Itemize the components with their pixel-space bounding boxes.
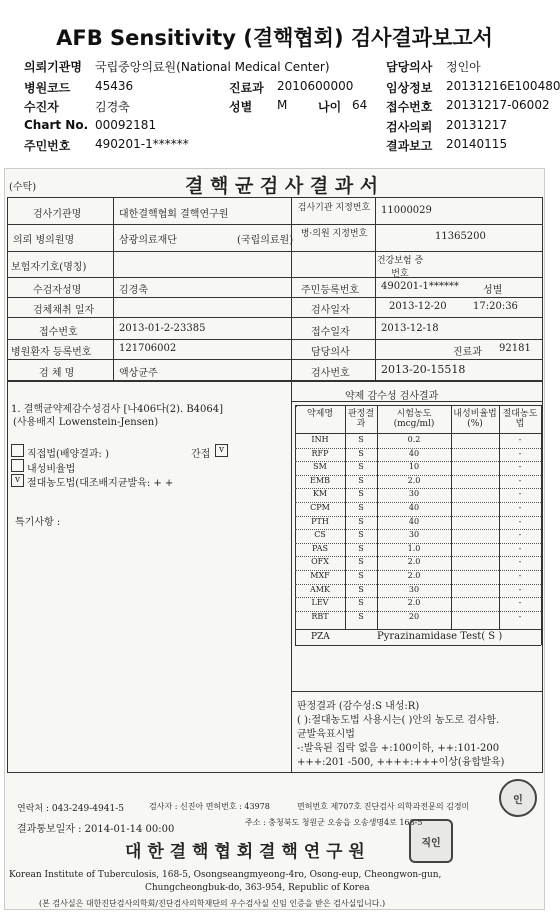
ast-cell-r: S	[358, 584, 364, 594]
ast-cell-c: 2.0	[407, 557, 421, 567]
ast-cell-a: -	[518, 611, 522, 621]
ast-cell-a: -	[518, 435, 522, 444]
note-line3: 균발육표시법	[297, 729, 355, 740]
checkbox-direct	[11, 444, 24, 457]
field-testno-value: 2013-20-15518	[381, 363, 466, 376]
ast-cell-n: CPM	[310, 503, 330, 512]
opt-indirect-label: 간접	[191, 449, 211, 460]
ast-cell-r: S	[358, 489, 364, 499]
ast-cell-n: SM	[313, 462, 327, 472]
value-request-date: 20131217	[446, 118, 508, 132]
ast-cell-a: -	[518, 462, 522, 472]
ast-cell-r: S	[358, 598, 364, 608]
ast-cell-r: S	[358, 557, 364, 567]
value-age: 64	[352, 98, 368, 112]
field-name-value: 김경축	[119, 285, 148, 296]
org-name: 대 한 결 핵 협 회 결 핵 연 구 원	[125, 842, 365, 862]
field-spec-value: 액상균주	[119, 368, 158, 379]
ast-cell-r: S	[358, 475, 364, 485]
ast-cell-a: -	[518, 448, 522, 458]
label-chart-no: Chart No.	[24, 118, 89, 132]
value-patient: 김경축	[95, 100, 130, 114]
field-ins-label: 건강보험 증 번호	[376, 256, 424, 279]
contact-phone: 연락처 : 043-249-4941-5	[17, 804, 124, 814]
label-doctor: 담당의사	[386, 60, 433, 74]
field-reqno-label: 병·의원 지정번호	[300, 229, 368, 239]
ast-cell-n: EMB	[310, 475, 330, 485]
opt-direct-label: 직접법(배양결과: )	[27, 449, 109, 460]
field-inst-label: 검사기관명	[33, 209, 82, 220]
ast-cell-c: 0.2	[407, 435, 421, 444]
checkbox-resist	[11, 459, 24, 472]
field-dept-label: 진료과	[453, 347, 482, 358]
checkbox-absolute: v	[11, 474, 24, 487]
field-guard-label: 보험자기호(명칭)	[11, 262, 87, 273]
checkbox-indirect: v	[215, 444, 228, 457]
label-hospital-code: 병원코드	[24, 81, 71, 95]
value-department: 2010600000	[277, 79, 354, 93]
ast-cell-a: -	[518, 557, 522, 567]
field-rrn-label: 주민등록번호	[301, 285, 359, 296]
field-dept-value: 92181	[499, 343, 531, 354]
field-tdate-label: 검사일자	[311, 305, 350, 316]
field-inst-value: 대한결핵협회 결핵연구원	[119, 209, 229, 220]
label-receipt-no: 접수번호	[386, 100, 433, 114]
note-line4: -:발육된 집락 없음 +:100이하, ++:101-200	[297, 743, 500, 754]
ast-cell-n: KM	[312, 489, 328, 499]
ast-cell-n: CS	[314, 530, 326, 540]
ast-cell-n: MXF	[310, 571, 330, 580]
value-institution: 국립중앙의료원(National Medical Center)	[95, 60, 330, 74]
ast-cell-c: 2.0	[407, 571, 421, 580]
field-spec-label: 검 체 명	[39, 368, 75, 379]
report-title: AFB Sensitivity (결핵협회) 검사결과보고서	[56, 26, 493, 50]
method-line2: (사용배지 Lowenstein-Jensen)	[13, 417, 159, 428]
ast-cell-a: -	[518, 584, 522, 594]
label-request-date: 검사의뢰	[386, 120, 433, 134]
org-seal-icon: 직인	[409, 819, 453, 863]
opt-absolute-label: 절대농도법(대조배지균발육: + +	[27, 478, 174, 489]
special-notes-label: 특기사항 :	[15, 517, 61, 528]
field-req-value2: (국립의료원)	[237, 235, 294, 246]
field-reqno-value: 11365200	[435, 231, 486, 242]
label-clinical-info: 임상정보	[386, 81, 433, 95]
field-coll-label: 검체채취 일자	[33, 305, 95, 316]
note-line1: 판정결과 (감수성:S 내성:R)	[297, 701, 420, 712]
field-recv-label: 접수번호	[39, 327, 78, 338]
ast-cell-n: AMK	[310, 584, 330, 594]
ast-cell-n: OFX	[311, 557, 329, 567]
ast-cell-a: -	[518, 530, 522, 540]
pza-label: PZA	[311, 632, 330, 642]
ast-cell-n: LEV	[311, 598, 329, 608]
value-clinical-info: 20131216E100480	[446, 79, 560, 93]
ast-cell-n: PAS	[312, 543, 328, 553]
field-rdate-value: 2013-12-18	[381, 323, 439, 334]
ast-cell-r: S	[358, 571, 364, 580]
field-hosp-label: 병원환자 등록번호	[11, 347, 92, 358]
ast-cell-n: PTH	[311, 516, 329, 526]
field-hosp-value: 121706002	[119, 343, 177, 354]
ast-cell-c: 10	[408, 462, 420, 472]
value-sex: M	[277, 98, 288, 112]
ast-cell-a: -	[518, 503, 522, 512]
ast-cell-n: RBT	[311, 611, 329, 621]
value-doctor: 정인아	[446, 60, 481, 74]
notify-date: 결과통보일자 : 2014-01-14 00:00	[17, 824, 175, 835]
label-department: 진료과	[229, 81, 264, 95]
ast-cell-c: 40	[408, 503, 420, 512]
ast-cell-r: S	[358, 448, 364, 458]
note-line2: ( ):절대농도법 사용시는( )안의 농도로 검사함.	[297, 715, 500, 726]
lab-seal-icon: 인	[499, 779, 537, 817]
ast-cell-c: 30	[408, 584, 420, 594]
field-recv-value: 2013-01-2-23385	[119, 323, 206, 334]
ast-col-header: 판정결과	[347, 409, 375, 429]
consignment-tag: (수탁)	[9, 182, 37, 193]
field-code-label: 검사기관 지정번호	[297, 203, 371, 213]
value-result-date: 20140115	[446, 137, 508, 151]
field-rrn-value: 490201-1******	[381, 281, 459, 292]
ast-cell-a: -	[518, 489, 522, 499]
ast-col-header: 절대농도법	[502, 409, 538, 429]
value-chart-no: 00092181	[95, 118, 157, 132]
tester-info: 검사자 : 신진아 면허번호 : 43978	[149, 802, 270, 811]
ast-cell-r: S	[358, 516, 364, 526]
ast-col-header: 시험농도(mcg/ml)	[393, 409, 435, 429]
field-name-label: 수검자성명	[33, 285, 82, 296]
license-info: 면허번호 제707호 진단검사 의학과전문의 김경미	[297, 802, 470, 811]
ast-cell-a: -	[518, 516, 522, 526]
ast-cell-c: 20	[408, 611, 420, 621]
label-patient: 수진자	[24, 100, 59, 114]
opt-resist-label: 내성비율법	[27, 464, 76, 475]
ast-cell-r: S	[358, 462, 364, 472]
field-code-value: 11000029	[381, 205, 432, 216]
ast-cell-c: 40	[408, 448, 420, 458]
value-resident-no: 490201-1******	[95, 137, 189, 151]
field-testno-label: 검사번호	[311, 368, 350, 379]
ast-cell-c: 30	[408, 489, 420, 499]
pza-value: Pyrazinamidase Test( S )	[377, 631, 503, 642]
label-result-date: 결과보고	[386, 139, 433, 153]
ast-cell-c: 2.0	[407, 598, 421, 608]
ast-cell-n: INH	[311, 435, 329, 444]
ast-cell-a: -	[518, 571, 522, 580]
ast-cell-c: 40	[408, 516, 420, 526]
certification-footer: (본 검사실은 대한진단검사의학회/진단검사의학재단의 우수검사실 신임 인증을 받은 검사실입니다.)	[39, 899, 386, 908]
ast-col-header: 내성비율법(%)	[453, 409, 497, 429]
ast-cell-a: -	[518, 543, 522, 553]
ast-cell-r: S	[358, 543, 364, 553]
field-doc-label: 담당의사	[311, 347, 350, 358]
ast-cell-a: -	[518, 598, 522, 608]
ast-cell-a: -	[518, 475, 522, 485]
ast-cell-r: S	[358, 503, 364, 512]
field-tdate-value: 2013-12-20	[389, 301, 447, 312]
scanned-report	[4, 168, 545, 910]
value-receipt-no: 20131217-06002	[446, 98, 550, 112]
field-req-label: 의뢰 병의원명	[13, 235, 75, 246]
field-rdate-label: 접수일자	[311, 327, 350, 338]
report-heading: 결 핵 균 검 사 결 과 서	[185, 175, 379, 197]
ast-cell-c: 1.0	[407, 543, 421, 553]
ast-cell-r: S	[358, 435, 364, 444]
ast-cell-r: S	[358, 611, 364, 621]
method-line1: 1. 결핵균약제감수성검사 [나406다(2). B4064]	[11, 404, 224, 415]
ast-cell-c: 2.0	[407, 475, 421, 485]
ast-title: 약제 감수성 검사결과	[345, 391, 439, 402]
field-sex-label: 성별	[483, 285, 503, 296]
value-hospital-code: 45436	[95, 79, 134, 93]
org-address: 주소 : 충청북도 청원군 오송읍 오송생명4로 168-5	[245, 818, 423, 827]
org-english-line2: Chungcheongbuk-do, 363-954, Republic of Korea	[145, 883, 370, 893]
field-req-value: 삼광의료재단	[119, 235, 177, 246]
ast-cell-n: RFP	[311, 448, 329, 458]
ast-cell-c: 30	[408, 530, 420, 540]
label-sex: 성별	[229, 100, 253, 114]
note-line5: +++:201 -500, ++++:+++이상(융합발육)	[297, 757, 505, 768]
org-english-line1: Korean Institute of Tuberculosis, 168-5, Osongseangmyeong-4ro, Osong-eup, Cheongwon-gun,	[9, 870, 442, 880]
field-ttime-value: 17:20:36	[473, 301, 518, 312]
label-resident-no: 주민번호	[24, 139, 71, 153]
label-age: 나이	[318, 100, 342, 114]
ast-cell-r: S	[358, 530, 364, 540]
label-institution: 의뢰기관명	[24, 60, 82, 74]
ast-col-header: 약제명	[306, 409, 334, 419]
